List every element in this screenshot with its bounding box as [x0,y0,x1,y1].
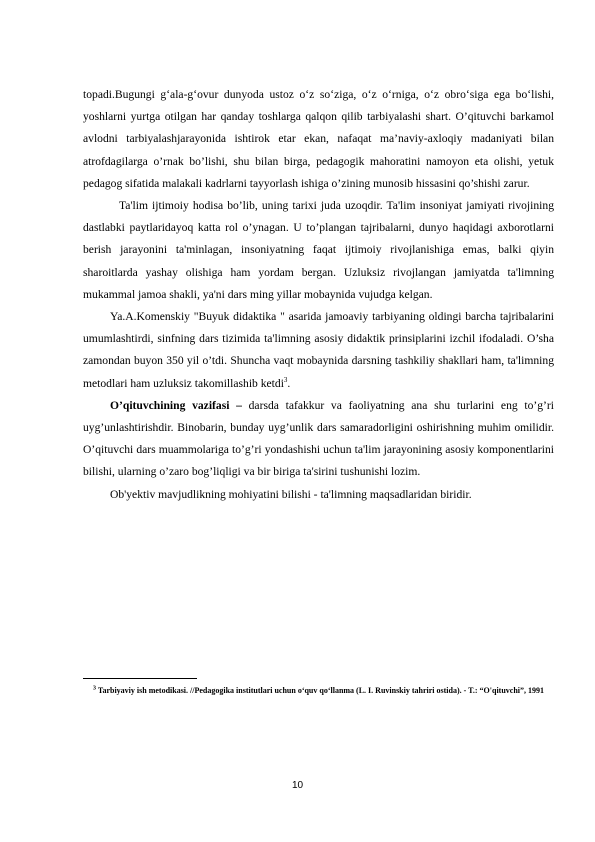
footnote-reference: 3 [283,375,288,384]
paragraph-3 [83,306,554,395]
paragraph-2: Ta'lim ijtimoiy hodisa bo’lib, uning tarixi juda uzoqdir. Ta'lim insoniyat jamiyati rivojining dastlabki paytlaridayoq katta rol o’ynagan. U to’plangan tajribalarni, dunyo haqidagi axborotlarni berish jarayonini ta'minlagan, insoniyatning faqat ijtimoiy rivojlanishiga emas, balki qiyin sharoitlarda yashay olishiga ham yordam bergan. Uzluksiz rivojlangan jamiyatda ta'limning mukammal jamoa shakli, ya'ni dars ming yillar mobaynida vujudga kelgan. [83,199,554,301]
paragraph-4-bold-lead: O’qituvchining vazifasi – [110,398,242,412]
paragraph-3-end: . [287,376,291,390]
body-text [83,84,554,506]
paragraph-5: Ob'yektiv mavjudlikning mohiyatini bilishi - ta'limning maqsadlaridan biridir. [110,487,472,501]
paragraph-4-text: darsda tafakkur va faoliyatning ana shu turlarini eng to’g’ri uyg’unlashtirishdir. Binobarin, bunday uyg’unlik dars samaradorligini oshirishning muhim omilidir. O’qituvchi dars muammolariga to’g’ri yondashishi uchun ta'lim jarayonining asosiy komponentlarini bilishi, ularning o’zaro bog’liqligi va bir biriga ta'sirini tushunishi lozim. [83,398,554,479]
paragraph-1: topadi.Bugungi g‘ala-g‘ovur dunyoda ustoz o‘z so‘ziga, o‘z o‘rniga, o‘z obro‘siga ega bo‘lishi, yoshlarni yurtga otilgan har qanday toshlarga qalqon qilib tarbiyalashi shart. O’qituvchi barkamol avlodni tarbiyalashjarayonida ishtirok etar ekan, nafaqat ma’naviy-axloqiy madaniyati bilan atrofdagilarga o’rnak bo’lishi, shu bilan birga, pedagogik mahoratini namoyon eta olishi, yetuk pedagog sifatida malakali kadrlarni tayyorlash ishiga o’zining munosib hissasini qo’shishi zarur. [83,88,554,190]
footnote-separator [83,678,197,679]
paragraph-4 [83,395,554,484]
footnote-text: Tarbiyaviy ish metodikasi. //Pedagogika institutlari uchun o‘quv qo‘llanma (L. I. Ruvinskiy tahriri ostida). - T.: “O'qituvchi”, 1991 [96,686,545,695]
footnote-number: 3 [93,685,96,692]
paragraph-3-text: Ya.A.Komenskiy "Buyuk didaktika " asarida jamoaviy tarbiyaning oldingi barcha tajribalarini umumlashtirdi, sinfning dars tizimida ta'limning asosiy didaktik prinsiplarini izchil ifodaladi. O’sha zamondan buyon 350 yil o’tdi. Shuncha vaqt mobaynida darsning tashkiliy shakllari ham, ta'limning metodlari ham uzluksiz takomillashib ketdi [83,310,554,390]
page-number: 10 [291,780,304,791]
footnote [93,681,555,700]
